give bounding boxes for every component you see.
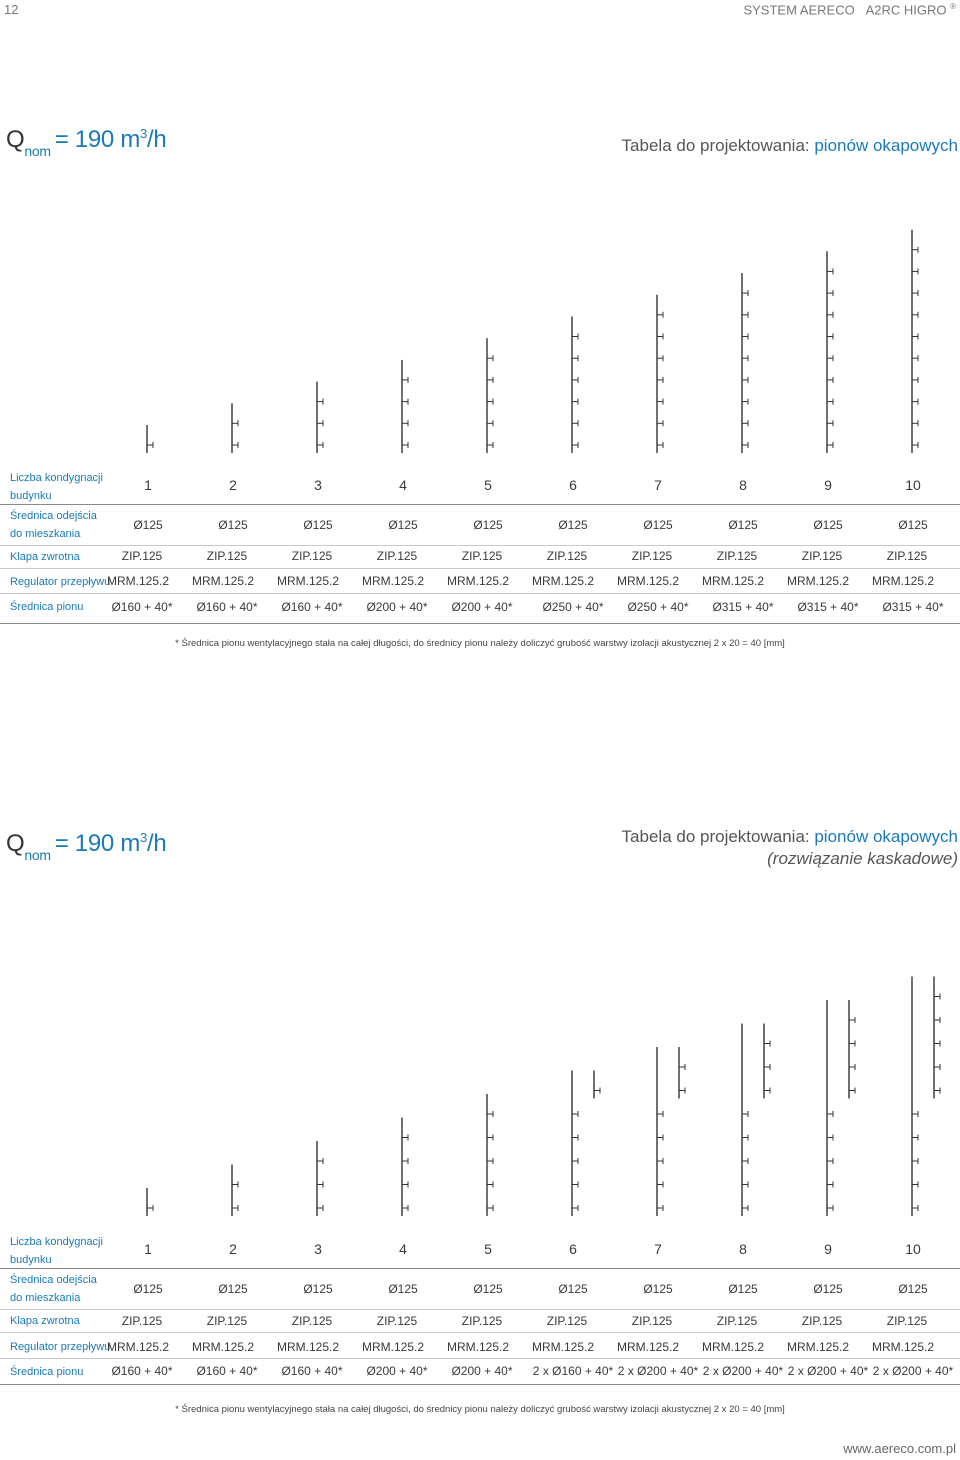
label-levels <box>10 1233 103 1269</box>
cell-regulator-5: MRM.125.2 <box>446 1340 510 1354</box>
cell-damper-9: ZIP.125 <box>801 1314 843 1328</box>
cell-riser-8: Ø315 + 40* <box>712 600 774 614</box>
cell-riser-4: Ø200 + 40* <box>366 1364 428 1378</box>
q-symbol: Q <box>6 830 25 857</box>
label-levels-line2: budynku <box>10 1254 52 1266</box>
cell-levels-4: 4 <box>399 477 407 493</box>
cell-riser-3: Ø160 + 40* <box>281 600 343 614</box>
cell-riser-9: Ø315 + 40* <box>797 600 859 614</box>
label-riser: Średnica pionu <box>10 1366 84 1378</box>
title-prefix: Tabela do projektowania: <box>621 136 815 155</box>
cell-riser-7: 2 x Ø200 + 40* <box>617 1364 699 1378</box>
cell-regulator-3: MRM.125.2 <box>276 1340 340 1354</box>
row-divider <box>0 1309 960 1310</box>
cell-riser-10: Ø315 + 40* <box>882 600 944 614</box>
cell-inlet-10: Ø125 <box>898 518 928 532</box>
cell-regulator-2: MRM.125.2 <box>191 1340 255 1354</box>
q-subscript: nom <box>24 143 51 159</box>
cell-riser-10: 2 x Ø200 + 40* <box>872 1364 954 1378</box>
cell-riser-3: Ø160 + 40* <box>281 1364 343 1378</box>
label-levels-line1: Liczba kondygnacji <box>10 1236 103 1248</box>
cell-regulator-5: MRM.125.2 <box>446 574 510 588</box>
cell-levels-10: 10 <box>905 477 921 493</box>
cell-levels-6: 6 <box>569 477 577 493</box>
cell-levels-2: 2 <box>229 477 237 493</box>
cell-damper-2: ZIP.125 <box>206 549 248 563</box>
cell-damper-10: ZIP.125 <box>886 1314 928 1328</box>
cell-levels-6: 6 <box>569 1241 577 1257</box>
label-levels <box>10 469 103 505</box>
table-title-2 <box>622 827 958 869</box>
cell-regulator-8: MRM.125.2 <box>701 1340 765 1354</box>
q-symbol: Q <box>6 126 25 153</box>
cell-levels-9: 9 <box>824 1241 832 1257</box>
cell-levels-8: 8 <box>739 477 747 493</box>
cell-damper-6: ZIP.125 <box>546 1314 588 1328</box>
cell-regulator-4: MRM.125.2 <box>361 574 425 588</box>
label-levels-line1: Liczba kondygnacji <box>10 472 103 484</box>
q-exponent: 3 <box>140 126 147 141</box>
cell-regulator-6: MRM.125.2 <box>531 1340 595 1354</box>
cell-levels-9: 9 <box>824 477 832 493</box>
cell-damper-2: ZIP.125 <box>206 1314 248 1328</box>
cell-inlet-1: Ø125 <box>133 518 163 532</box>
cell-regulator-9: MRM.125.2 <box>786 574 850 588</box>
q-unit: /h <box>146 126 167 153</box>
q-subscript: nom <box>24 847 51 863</box>
cell-levels-8: 8 <box>739 1241 747 1257</box>
cell-inlet-3: Ø125 <box>303 1282 333 1296</box>
cell-damper-7: ZIP.125 <box>631 1314 673 1328</box>
cell-riser-2: Ø160 + 40* <box>196 1364 258 1378</box>
header-reg-mark: ® <box>950 2 956 11</box>
label-inlet-line2: do mieszkania <box>10 528 81 540</box>
row-divider <box>0 568 960 569</box>
cell-inlet-7: Ø125 <box>643 518 673 532</box>
cell-inlet-9: Ø125 <box>813 518 843 532</box>
label-regulator: Regulator przepływu <box>10 1341 111 1353</box>
cell-regulator-9: MRM.125.2 <box>786 1340 850 1354</box>
cell-inlet-4: Ø125 <box>388 1282 418 1296</box>
cell-riser-7: Ø250 + 40* <box>627 600 689 614</box>
cell-damper-3: ZIP.125 <box>291 549 333 563</box>
cell-damper-1: ZIP.125 <box>121 549 163 563</box>
cell-inlet-5: Ø125 <box>473 1282 503 1296</box>
cell-levels-7: 7 <box>654 477 662 493</box>
cell-damper-5: ZIP.125 <box>461 1314 503 1328</box>
label-inlet <box>10 1271 97 1307</box>
cell-regulator-6: MRM.125.2 <box>531 574 595 588</box>
cell-levels-5: 5 <box>484 1241 492 1257</box>
cell-regulator-1: MRM.125.2 <box>106 1340 170 1354</box>
cell-regulator-7: MRM.125.2 <box>616 1340 680 1354</box>
row-divider <box>0 593 960 594</box>
cell-regulator-2: MRM.125.2 <box>191 574 255 588</box>
cell-inlet-6: Ø125 <box>558 518 588 532</box>
row-divider <box>0 1332 960 1333</box>
row-divider <box>0 1384 960 1385</box>
cell-levels-7: 7 <box>654 1241 662 1257</box>
q-exponent: 3 <box>140 830 147 845</box>
label-riser: Średnica pionu <box>10 601 84 613</box>
cell-damper-9: ZIP.125 <box>801 549 843 563</box>
cell-damper-6: ZIP.125 <box>546 549 588 563</box>
cell-inlet-4: Ø125 <box>388 518 418 532</box>
title-highlight: pionów okapowych <box>814 136 958 155</box>
title-highlight: pionów okapowych <box>814 827 958 846</box>
cell-damper-1: ZIP.125 <box>121 1314 163 1328</box>
row-divider <box>0 545 960 546</box>
footnote-2: * Średnica pionu wentylacyjnego stała na całej długości, do średnicy pionu należy doliczyć grubość warstwy izolacji akustycznej 2 x 20 = 40 [mm] <box>175 1404 785 1415</box>
cell-inlet-8: Ø125 <box>728 518 758 532</box>
cell-riser-4: Ø200 + 40* <box>366 600 428 614</box>
cell-levels-3: 3 <box>314 1241 322 1257</box>
cell-regulator-4: MRM.125.2 <box>361 1340 425 1354</box>
cell-levels-5: 5 <box>484 477 492 493</box>
cell-inlet-9: Ø125 <box>813 1282 843 1296</box>
cell-regulator-10: MRM.125.2 <box>871 574 935 588</box>
cell-damper-5: ZIP.125 <box>461 549 503 563</box>
label-inlet <box>10 507 97 543</box>
header-product: A2RC HIGRO <box>865 2 947 18</box>
riser-diagram-single <box>0 0 960 470</box>
label-inlet-line1: Średnica odejścia <box>10 510 97 522</box>
title-prefix: Tabela do projektowania: <box>621 827 815 846</box>
cell-damper-4: ZIP.125 <box>376 549 418 563</box>
row-divider <box>0 1268 960 1269</box>
flow-rate-heading-2 <box>6 830 166 863</box>
cell-damper-10: ZIP.125 <box>886 549 928 563</box>
cell-riser-6: 2 x Ø160 + 40* <box>532 1364 614 1378</box>
cell-inlet-2: Ø125 <box>218 1282 248 1296</box>
cell-levels-4: 4 <box>399 1241 407 1257</box>
cell-damper-8: ZIP.125 <box>716 549 758 563</box>
cell-levels-2: 2 <box>229 1241 237 1257</box>
cell-inlet-1: Ø125 <box>133 1282 163 1296</box>
cell-riser-8: 2 x Ø200 + 40* <box>702 1364 784 1378</box>
row-divider <box>0 623 960 624</box>
label-damper: Klapa zwrotna <box>10 1315 80 1327</box>
cell-riser-2: Ø160 + 40* <box>196 600 258 614</box>
cell-regulator-10: MRM.125.2 <box>871 1340 935 1354</box>
page-number: 12 <box>4 2 19 17</box>
cell-damper-4: ZIP.125 <box>376 1314 418 1328</box>
label-inlet-line2: do mieszkania <box>10 1292 81 1304</box>
cell-levels-1: 1 <box>144 1241 152 1257</box>
header-system: SYSTEM AERECO <box>743 2 855 18</box>
label-levels-line2: budynku <box>10 490 52 502</box>
cell-inlet-2: Ø125 <box>218 518 248 532</box>
cell-inlet-6: Ø125 <box>558 1282 588 1296</box>
q-value: = 190 m <box>54 126 141 153</box>
cell-regulator-8: MRM.125.2 <box>701 574 765 588</box>
footnote-1: * Średnica pionu wentylacyjnego stała na całej długości, do średnicy pionu należy doliczyć grubość warstwy izolacji akustycznej 2 x 20 = 40 [mm] <box>175 638 785 649</box>
cell-riser-5: Ø200 + 40* <box>451 1364 513 1378</box>
cell-inlet-8: Ø125 <box>728 1282 758 1296</box>
label-inlet-line1: Średnica odejścia <box>10 1274 97 1286</box>
cell-riser-6: Ø250 + 40* <box>542 600 604 614</box>
q-value: = 190 m <box>54 830 141 857</box>
cell-regulator-1: MRM.125.2 <box>106 574 170 588</box>
cell-riser-1: Ø160 + 40* <box>111 1364 173 1378</box>
cell-riser-9: 2 x Ø200 + 40* <box>787 1364 869 1378</box>
q-unit: /h <box>146 830 167 857</box>
cell-levels-3: 3 <box>314 477 322 493</box>
cell-regulator-7: MRM.125.2 <box>616 574 680 588</box>
row-divider <box>0 1358 960 1359</box>
cell-damper-3: ZIP.125 <box>291 1314 333 1328</box>
cell-inlet-10: Ø125 <box>898 1282 928 1296</box>
riser-diagram-cascade <box>0 950 960 1230</box>
footer-url: www.aereco.com.pl <box>843 1441 956 1456</box>
cell-regulator-3: MRM.125.2 <box>276 574 340 588</box>
cell-inlet-3: Ø125 <box>303 518 333 532</box>
cell-riser-5: Ø200 + 40* <box>451 600 513 614</box>
cell-damper-7: ZIP.125 <box>631 549 673 563</box>
cell-inlet-7: Ø125 <box>643 1282 673 1296</box>
cell-levels-10: 10 <box>905 1241 921 1257</box>
label-regulator: Regulator przepływu <box>10 576 111 588</box>
title-subtitle: (rozwiązanie kaskadowe) <box>767 849 958 868</box>
cell-damper-8: ZIP.125 <box>716 1314 758 1328</box>
cell-inlet-5: Ø125 <box>473 518 503 532</box>
label-damper: Klapa zwrotna <box>10 551 80 563</box>
cell-riser-1: Ø160 + 40* <box>111 600 173 614</box>
cell-levels-1: 1 <box>144 477 152 493</box>
row-divider <box>0 504 960 505</box>
